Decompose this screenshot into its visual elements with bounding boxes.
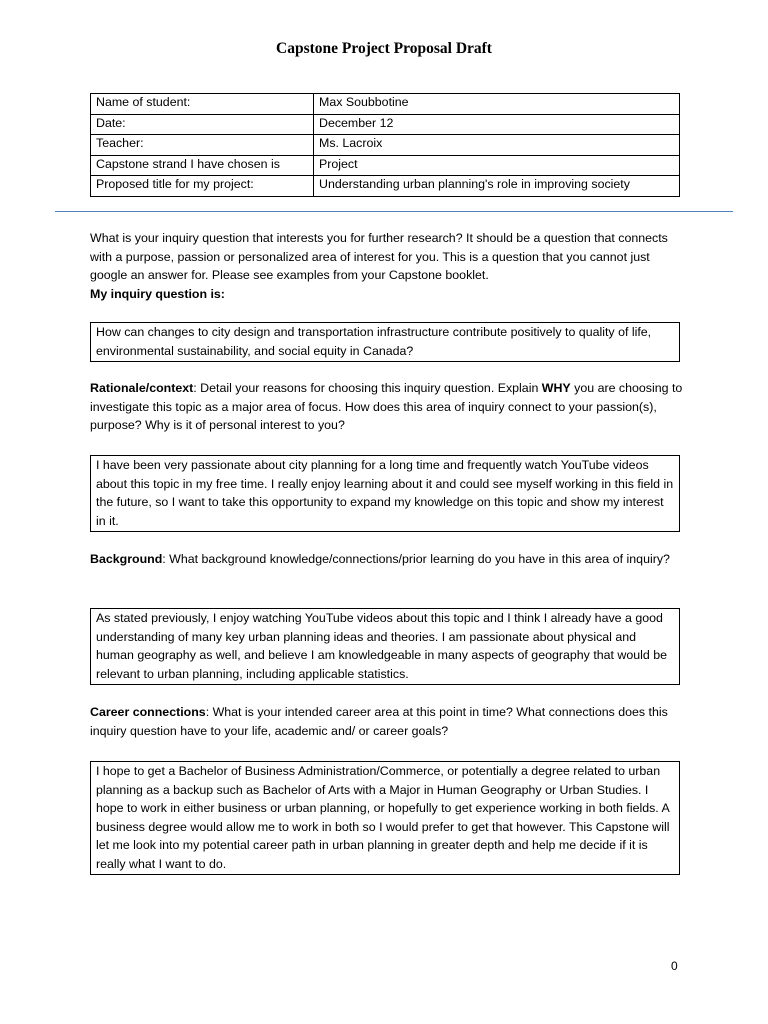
background-prompt-text: : What background knowledge/connections/prior learning do you have in this area of inquiry?: [162, 552, 670, 566]
inquiry-answer-box: [90, 322, 680, 362]
table-row: [91, 155, 680, 176]
table-row: [91, 114, 680, 135]
background-prompt: [90, 550, 690, 569]
info-value: Ms. Lacroix: [314, 135, 680, 156]
info-label: Name of student:: [91, 94, 314, 115]
info-value: Max Soubbotine: [314, 94, 680, 115]
rationale-emphasis: WHY: [541, 381, 571, 395]
table-row: [91, 176, 680, 197]
table-row: [91, 135, 680, 156]
rationale-answer-box: [90, 455, 680, 532]
background-answer-box: [90, 608, 680, 685]
info-value: Project: [314, 155, 680, 176]
info-label: Capstone strand I have chosen is: [91, 155, 314, 176]
inquiry-answer: How can changes to city design and transportation infrastructure contribute positively to quality of life, environmental sustainability, and social equity in Canada?: [96, 325, 652, 358]
career-label: Career connections: [90, 705, 206, 719]
info-value: December 12: [314, 114, 680, 135]
rationale-prompt-b: you are choosing to investigate this topic as a major area of focus. How does this area of inquiry connect to your passion(s), purpose? Why is it of personal interest to you?: [90, 381, 683, 433]
page-number: 0: [671, 959, 678, 973]
student-info-table: [90, 93, 680, 197]
table-row: [91, 94, 680, 115]
career-answer-box: [90, 761, 680, 875]
section-divider: [55, 211, 733, 212]
inquiry-heading: My inquiry question is:: [90, 286, 225, 301]
inquiry-prompt-text: What is your inquiry question that interests you for further research? It should be a question that connects with a purpose, passion or personalized area of interest for you. This is a question that you cannot just google an answer for. Please see examples from your Capstone booklet.: [90, 231, 668, 283]
rationale-label: Rationale/context: [90, 381, 194, 395]
career-prompt-text: : What is your intended career area at this point in time? What connections does this inquiry question have to your life, academic and/ or career goals?: [90, 705, 668, 738]
background-label: Background: [90, 552, 163, 566]
info-value: Understanding urban planning's role in improving society: [314, 176, 680, 197]
info-label: Teacher:: [91, 135, 314, 156]
background-answer: As stated previously, I enjoy watching YouTube videos about this topic and I think I already have a good understanding of many key urban planning ideas and theories. I am passionate about physical and human geography as well, and believe I am knowledgeable in many aspects of geography that would be relevant to urban planning, including applicable statistics.: [96, 611, 668, 681]
info-label: Date:: [91, 114, 314, 135]
rationale-prompt-a: : Detail your reasons for choosing this inquiry question. Explain: [193, 381, 542, 395]
document-title: Capstone Project Proposal Draft: [276, 40, 492, 57]
rationale-prompt: [90, 379, 690, 435]
career-answer: I hope to get a Bachelor of Business Administration/Commerce, or potentially a degree related to urban planning as a backup such as Bachelor of Arts with a Major in Human Geography or Urban Studies. I hope to work in either business or urban planning, or hopefully to get experience working in both fields. A business degree would allow me to work in both so I would prefer to get that however. This Capstone will let me look into my potential career path in urban planning in greater depth and help me decide if it is really what I want to do.: [96, 764, 670, 871]
career-prompt: [90, 703, 690, 740]
inquiry-prompt: [90, 229, 690, 303]
info-label: Proposed title for my project:: [91, 176, 314, 197]
rationale-answer: I have been very passionate about city planning for a long time and frequently watch YouTube videos about this topic in my free time. I really enjoy learning about it and could see myself working in this field in the future, so I want to take this opportunity to expand my knowledge on this topic and show my interest in it.: [96, 458, 674, 528]
